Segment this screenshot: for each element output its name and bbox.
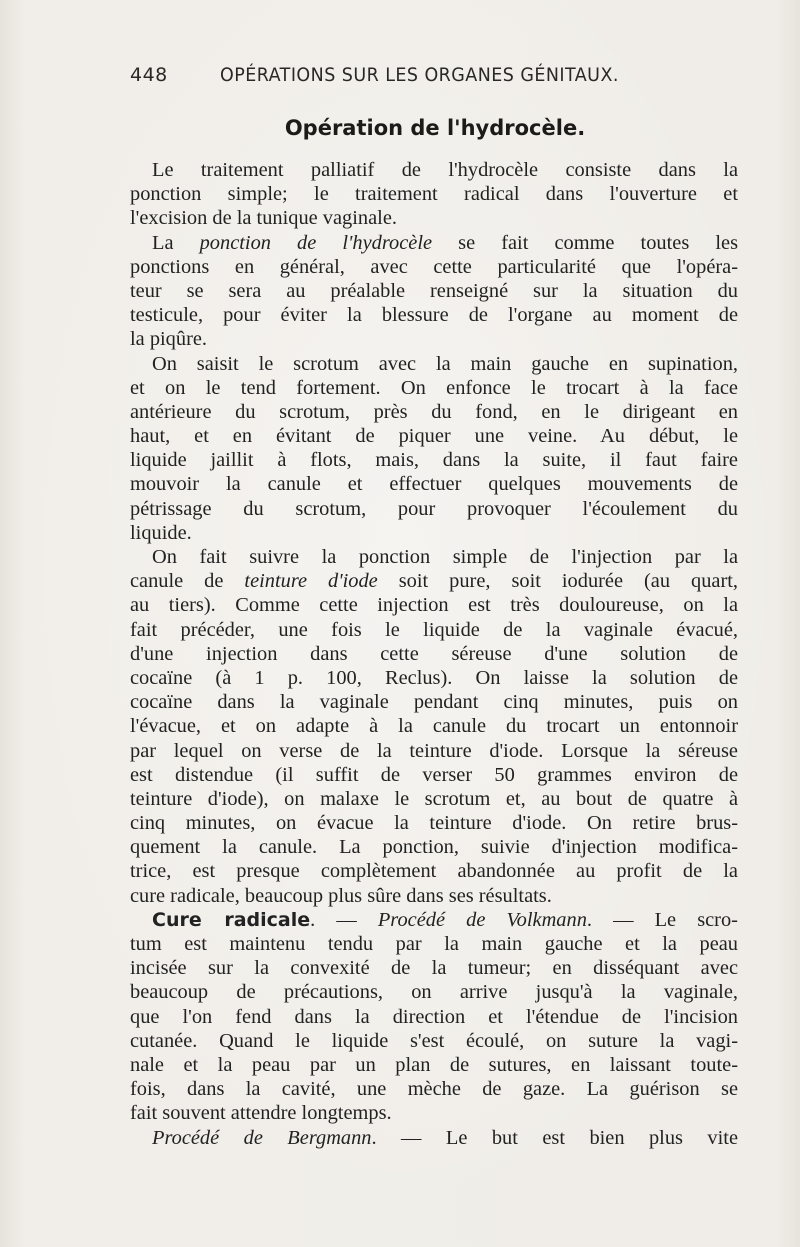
text-line: la piqûre. xyxy=(130,328,208,351)
text-line: On saisit le scrotum avec la main gauche en supination, xyxy=(152,352,738,375)
text-line: cutanée. Quand le liquide s'est écoulé, on suture la vagi- xyxy=(130,1029,738,1052)
text-line: par lequel on verse de la teinture d'iode. Lorsque la séreuse xyxy=(130,739,738,762)
text-line: teinture d'iode), on malaxe le scrotum et, au bout de quatre à xyxy=(130,787,738,810)
text-line: cure radicale, beaucoup plus sûre dans ses résultats. xyxy=(130,884,552,907)
text-line: trice, est presque complètement abandonnée au profit de la xyxy=(130,860,738,883)
bold-heading: Cure radicale xyxy=(152,908,311,931)
text-line: fois, dans la cavité, une mèche de gaze. La guérison se xyxy=(130,1078,738,1101)
text-line: On fait suivre la ponction simple de l'injection par la xyxy=(152,546,738,568)
italic-term: ponction de l'hydrocèle xyxy=(199,231,433,254)
text-line: beaucoup de précautions, on arrive jusqu'à la vaginale, xyxy=(130,981,738,1004)
inline-text: se fait comme toutes les xyxy=(458,231,738,254)
text-line: cinq minutes, on évacue la teinture d'iode. On retire brus- xyxy=(130,812,738,835)
text-line: ponction simple; le traitement radical dans l'ouverture et xyxy=(130,183,738,206)
section-title: Opération de l'hydrocèle. xyxy=(284,116,586,140)
text-line: au tiers). Comme cette injection est très douloureuse, on la xyxy=(130,594,738,617)
text-line xyxy=(130,569,738,593)
text-line: cocaïne dans la vaginale pendant cinq minutes, puis on xyxy=(130,691,738,714)
text-line: fait souvent attendre longtemps. xyxy=(130,1102,392,1125)
inline-text: La xyxy=(152,231,174,254)
text-line: cocaïne (à 1 p. 100, Reclus). On laisse la solution de xyxy=(130,666,738,689)
text-line: pétrissage du scrotum, pour provoquer l'écoulement du xyxy=(130,497,738,520)
text-line: testicule, pour éviter la blessure de l'organe au moment de xyxy=(130,304,738,327)
text-line: antérieure du scrotum, près du fond, en le dirigeant en xyxy=(130,400,738,423)
running-title: OPÉRATIONS SUR LES ORGANES GÉNITAUX. xyxy=(220,64,619,86)
text-line: ponctions en général, avec cette particularité que l'opéra- xyxy=(130,255,738,278)
running-head xyxy=(130,64,740,94)
text-line: et on le tend fortement. On enfonce le trocart à la face xyxy=(130,376,738,399)
italic-term: Procédé de Volkmann xyxy=(377,908,587,931)
inline-text: soit pure, soit iodurée (au quart, xyxy=(398,570,738,593)
text-line: tum est maintenu tendu par la main gauche et la peau xyxy=(130,933,738,955)
page-number: 448 xyxy=(130,64,168,86)
text-line: nale et la peau par un plan de sutures, en laissant toute- xyxy=(130,1053,738,1076)
text-line: liquide. xyxy=(130,521,192,544)
inline-text: canule de xyxy=(130,570,224,593)
inline-text: . — Le scro- xyxy=(586,908,738,931)
inline-text: . — xyxy=(310,908,357,931)
text-line: incisée sur la convexité de la tumeur; en disséquant avec xyxy=(130,957,738,980)
text-line: Le traitement palliatif de l'hydrocèle consiste dans la xyxy=(152,159,738,181)
text-line: fait précéder, une fois le liquide de la vaginale évacué, xyxy=(130,618,738,641)
text-line: liquide jaillit à flots, mais, dans la suite, il faut faire xyxy=(130,449,738,472)
italic-term: teinture d'iode xyxy=(244,570,378,593)
italic-term: Procédé de Bergmann xyxy=(152,1126,372,1149)
text-line: est distendue (il suffit de verser 50 grammes environ de xyxy=(130,763,738,786)
text-line xyxy=(130,231,738,255)
text-line: mouvoir la canule et effectuer quelques mouvements de xyxy=(130,473,738,496)
text-line xyxy=(130,908,738,932)
text-line xyxy=(130,1126,738,1150)
body-text xyxy=(130,158,738,1150)
text-line: haut, et en évitant de piquer une veine. Au début, le xyxy=(130,425,738,448)
text-line: teur se sera au préalable renseigné sur la situation du xyxy=(130,279,738,302)
text-line: que l'on fend dans la direction et l'étendue de l'incision xyxy=(130,1005,738,1028)
inline-text: . — Le but est bien plus vite xyxy=(371,1126,739,1149)
text-line: quement la canule. La ponction, suivie d'injection modifica- xyxy=(130,836,738,859)
text-line: d'une injection dans cette séreuse d'une solution de xyxy=(130,642,738,665)
text-line: l'évacue, et on adapte à la canule du trocart un entonnoir xyxy=(130,715,738,738)
text-line: l'excision de la tunique vaginale. xyxy=(130,207,397,230)
